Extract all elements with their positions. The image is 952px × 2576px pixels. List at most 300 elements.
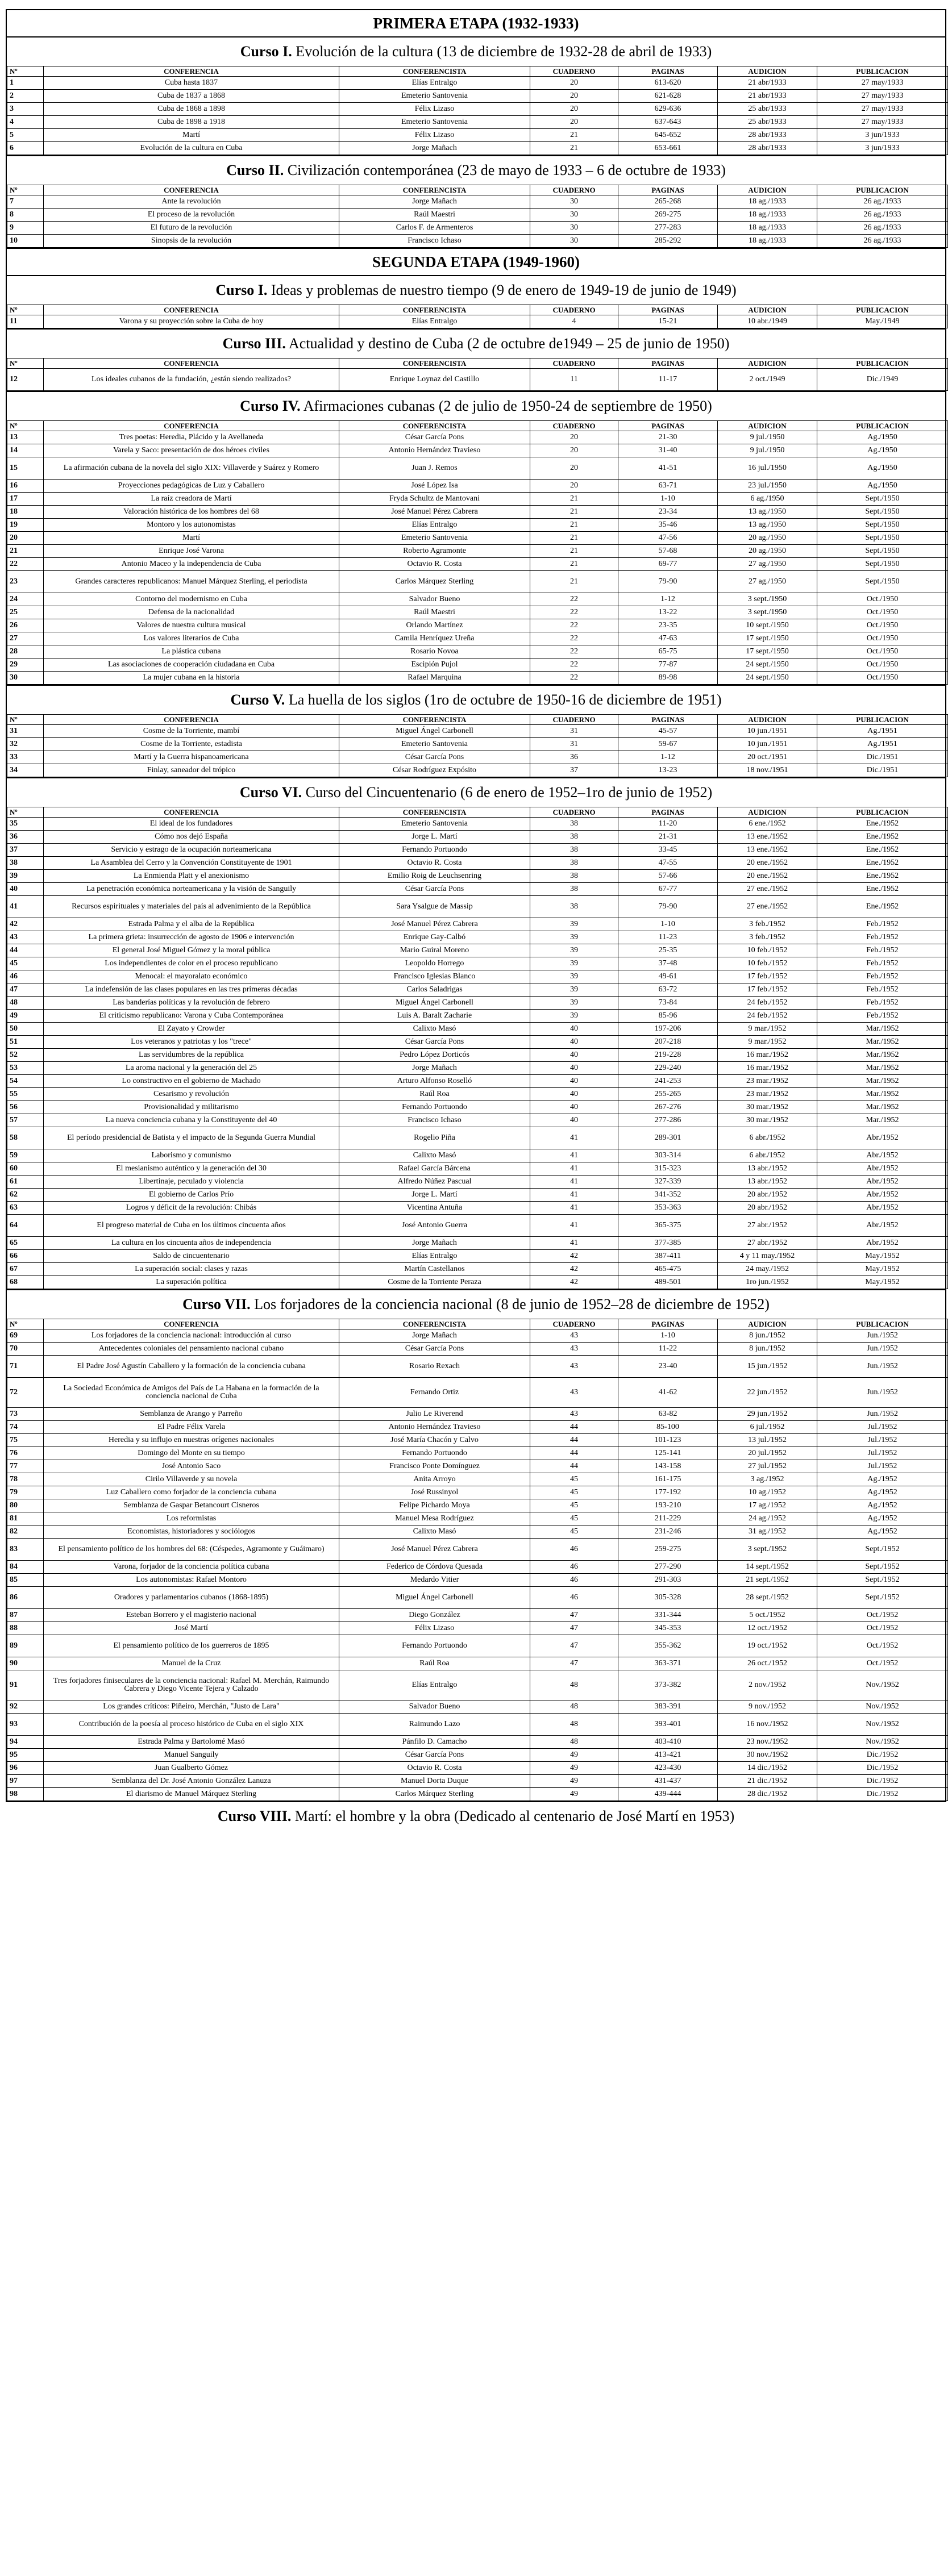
- cell-n: 34: [7, 764, 44, 777]
- table-header-row: [7, 185, 948, 195]
- cell-audicion: 30 nov./1952: [718, 1749, 817, 1762]
- cell-conferencia: Ante la revolución: [44, 195, 339, 209]
- cell-conferencista: César García Pons: [339, 431, 530, 444]
- cell-paginas: 229-240: [618, 1062, 718, 1075]
- cell-audicion: 20 oct./1951: [718, 751, 817, 764]
- cell-paginas: 265-268: [618, 195, 718, 209]
- column-header-n: Nº: [7, 359, 44, 369]
- cell-audicion: 17 feb./1952: [718, 983, 817, 997]
- course-table-wrap: [6, 185, 946, 248]
- cell-n: 16: [7, 480, 44, 493]
- table-header-row: [7, 66, 948, 77]
- cell-publicacion: Feb./1952: [817, 944, 948, 957]
- cell-n: 27: [7, 632, 44, 645]
- cell-conferencia: Tres poetas: Heredia, Plácido y la Avellaneda: [44, 431, 339, 444]
- cell-conferencista: Orlando Martínez: [339, 619, 530, 632]
- cell-n: 71: [7, 1356, 44, 1378]
- cell-n: 21: [7, 545, 44, 558]
- cell-audicion: 6 ene./1952: [718, 818, 817, 831]
- cell-n: 52: [7, 1049, 44, 1062]
- cell-cuaderno: 40: [530, 1075, 618, 1088]
- cell-conferencia: La raíz creadora de Martí: [44, 493, 339, 506]
- cell-conferencia: Antonio Maceo y la independencia de Cuba: [44, 558, 339, 571]
- table-row: [7, 1276, 948, 1289]
- course-title: La huella de los siglos (1ro de octubre de 1950-16 de diciembre de 1951): [288, 691, 722, 708]
- cell-audicion: 15 jun./1952: [718, 1356, 817, 1378]
- cell-publicacion: Abr./1952: [817, 1127, 948, 1149]
- cell-audicion: 24 feb./1952: [718, 997, 817, 1010]
- cell-paginas: 291-303: [618, 1574, 718, 1587]
- cell-conferencista: Calixto Masó: [339, 1023, 530, 1036]
- cell-n: 1: [7, 77, 44, 90]
- cell-paginas: 277-290: [618, 1561, 718, 1574]
- column-header-n: Nº: [7, 305, 44, 315]
- cell-audicion: 20 ene./1952: [718, 870, 817, 883]
- cell-n: 61: [7, 1176, 44, 1189]
- table-row: [7, 1657, 948, 1670]
- course-heading-final: [6, 1801, 946, 1831]
- course-table: [7, 305, 948, 328]
- cell-cuaderno: 43: [530, 1356, 618, 1378]
- cell-n: 83: [7, 1539, 44, 1561]
- cell-conferencia: Manuel Sanguily: [44, 1749, 339, 1762]
- cell-conferencia: Domingo del Monte en su tiempo: [44, 1447, 339, 1460]
- course-heading: [6, 1289, 946, 1319]
- cell-conferencia: Provisionalidad y militarismo: [44, 1101, 339, 1114]
- cell-audicion: 28 dic./1952: [718, 1788, 817, 1801]
- cell-n: 43: [7, 931, 44, 944]
- cell-publicacion: Mar./1952: [817, 1101, 948, 1114]
- column-header-conferencista: CONFERENCISTA: [339, 421, 530, 431]
- cell-publicacion: Jun./1952: [817, 1408, 948, 1421]
- cell-cuaderno: 39: [530, 997, 618, 1010]
- table-row: [7, 90, 948, 103]
- cell-paginas: 423-430: [618, 1762, 718, 1775]
- cell-cuaderno: 43: [530, 1329, 618, 1343]
- column-header-conferencista: CONFERENCISTA: [339, 305, 530, 315]
- cell-audicion: 21 dic./1952: [718, 1775, 817, 1788]
- cell-n: 22: [7, 558, 44, 571]
- cell-publicacion: Oct./1950: [817, 658, 948, 672]
- cell-n: 58: [7, 1127, 44, 1149]
- cell-cuaderno: 22: [530, 672, 618, 685]
- column-header-conferencia: CONFERENCIA: [44, 421, 339, 431]
- cell-cuaderno: 43: [530, 1378, 618, 1408]
- cell-conferencista: Fernando Portuondo: [339, 1101, 530, 1114]
- cell-paginas: 629-636: [618, 103, 718, 116]
- cell-n: 88: [7, 1622, 44, 1635]
- course-table: [7, 807, 948, 1289]
- cell-cuaderno: 42: [530, 1263, 618, 1276]
- course-table-wrap: [6, 420, 946, 685]
- cell-paginas: 269-275: [618, 209, 718, 222]
- cell-conferencia: Antecedentes coloniales del pensamiento nacional cubano: [44, 1343, 339, 1356]
- course-title: Curso del Cincuentenario (6 de enero de 1952–1ro de junio de 1952): [305, 784, 713, 801]
- column-header-audicion: AUDICION: [718, 66, 817, 77]
- course-table: [7, 358, 948, 391]
- cell-conferencista: Fernando Portuondo: [339, 844, 530, 857]
- cell-conferencia: Los veteranos y patriotas y los "trece": [44, 1036, 339, 1049]
- cell-publicacion: May./1952: [817, 1250, 948, 1263]
- cell-publicacion: Sept./1950: [817, 571, 948, 593]
- cell-conferencista: Jorge Mañach: [339, 1329, 530, 1343]
- course-heading: [6, 36, 946, 66]
- cell-paginas: 387-411: [618, 1250, 718, 1263]
- cell-conferencia: Economistas, historiadores y sociólogos: [44, 1525, 339, 1539]
- table-row: [7, 493, 948, 506]
- cell-cuaderno: 41: [530, 1202, 618, 1215]
- cell-conferencia: El futuro de la revolución: [44, 222, 339, 235]
- cell-audicion: 17 feb./1952: [718, 970, 817, 983]
- cell-cuaderno: 41: [530, 1189, 618, 1202]
- cell-paginas: 177-192: [618, 1486, 718, 1499]
- cell-publicacion: Mar./1952: [817, 1049, 948, 1062]
- cell-publicacion: Ag./1950: [817, 444, 948, 457]
- table-row: [7, 1215, 948, 1237]
- cell-publicacion: Sept./1950: [817, 545, 948, 558]
- cell-conferencia: Las asociaciones de cooperación ciudadana en Cuba: [44, 658, 339, 672]
- table-row: [7, 1378, 948, 1408]
- cell-publicacion: Jun./1952: [817, 1378, 948, 1408]
- cell-cuaderno: 38: [530, 831, 618, 844]
- cell-conferencista: Vicentina Antuña: [339, 1202, 530, 1215]
- cell-conferencia: La afirmación cubana de la novela del siglo XIX: Villaverde y Suárez y Romero: [44, 457, 339, 480]
- cell-conferencista: Enrique Loynaz del Castillo: [339, 369, 530, 391]
- cell-publicacion: Nov./1952: [817, 1736, 948, 1749]
- table-row: [7, 672, 948, 685]
- cell-audicion: 8 jun./1952: [718, 1343, 817, 1356]
- cell-conferencista: Arturo Alfonso Roselló: [339, 1075, 530, 1088]
- cell-paginas: 219-228: [618, 1049, 718, 1062]
- table-row: [7, 593, 948, 606]
- cell-publicacion: Feb./1952: [817, 931, 948, 944]
- cell-n: 19: [7, 519, 44, 532]
- cell-paginas: 31-40: [618, 444, 718, 457]
- cell-audicion: 17 sept./1950: [718, 632, 817, 645]
- course-heading: [6, 155, 946, 185]
- cell-cuaderno: 48: [530, 1714, 618, 1736]
- cell-publicacion: Ag./1952: [817, 1473, 948, 1486]
- cell-n: 70: [7, 1343, 44, 1356]
- cell-n: 91: [7, 1670, 44, 1700]
- table-row: [7, 222, 948, 235]
- cell-conferencia: Proyecciones pedagógicas de Luz y Caballero: [44, 480, 339, 493]
- table-row: [7, 1460, 948, 1473]
- cell-cuaderno: 20: [530, 77, 618, 90]
- course-number: Curso III.: [222, 335, 286, 352]
- cell-audicion: 10 jun./1951: [718, 738, 817, 751]
- column-header-publicacion: PUBLICACION: [817, 66, 948, 77]
- cell-cuaderno: 38: [530, 844, 618, 857]
- cell-conferencia: Tres forjadores finiseculares de la conciencia nacional: Rafael M. Merchán, Raimundo Cabrera y Diego Vicente Tejera y Calzado: [44, 1670, 339, 1700]
- course-heading: [6, 777, 946, 807]
- table-row: [7, 725, 948, 738]
- course-number: Curso I.: [240, 43, 292, 60]
- cell-conferencia: Cosme de la Torriente, estadista: [44, 738, 339, 751]
- column-header-cuaderno: CUADERNO: [530, 715, 618, 725]
- cell-conferencista: José María Chacón y Calvo: [339, 1434, 530, 1447]
- cell-publicacion: Oct./1950: [817, 632, 948, 645]
- cell-audicion: 9 nov./1952: [718, 1700, 817, 1714]
- cell-paginas: 341-352: [618, 1189, 718, 1202]
- cell-audicion: 23 mar./1952: [718, 1075, 817, 1088]
- cell-publicacion: Dic./1952: [817, 1762, 948, 1775]
- cell-publicacion: Oct./1950: [817, 606, 948, 619]
- table-row: [7, 1700, 948, 1714]
- cell-n: 37: [7, 844, 44, 857]
- cell-publicacion: Ag./1951: [817, 738, 948, 751]
- cell-conferencia: Finlay, saneador del trópico: [44, 764, 339, 777]
- cell-audicion: 13 abr./1952: [718, 1162, 817, 1176]
- cell-conferencia: Martí y la Guerra hispanoamericana: [44, 751, 339, 764]
- cell-conferencia: Heredia y su influjo en nuestras orígenes nacionales: [44, 1434, 339, 1447]
- column-header-conferencia: CONFERENCIA: [44, 715, 339, 725]
- cell-audicion: 1ro jun./1952: [718, 1276, 817, 1289]
- cell-conferencia: Las banderías políticas y la revolución de febrero: [44, 997, 339, 1010]
- cell-n: 54: [7, 1075, 44, 1088]
- column-header-paginas: PAGINAS: [618, 305, 718, 315]
- cell-cuaderno: 21: [530, 493, 618, 506]
- cell-paginas: 33-45: [618, 844, 718, 857]
- cell-conferencista: Jorge Mañach: [339, 1062, 530, 1075]
- cell-conferencia: Las servidumbres de la república: [44, 1049, 339, 1062]
- table-row: [7, 209, 948, 222]
- cell-conferencista: Francisco Iglesias Blanco: [339, 970, 530, 983]
- cell-n: 50: [7, 1023, 44, 1036]
- cell-audicion: 24 ag./1952: [718, 1512, 817, 1525]
- cell-audicion: 9 jul./1950: [718, 431, 817, 444]
- cell-publicacion: Jun./1952: [817, 1343, 948, 1356]
- cell-conferencia: Recursos espirituales y materiales del país al advenimiento de la República: [44, 896, 339, 918]
- cell-paginas: 11-22: [618, 1343, 718, 1356]
- cell-audicion: 2 nov./1952: [718, 1670, 817, 1700]
- cell-audicion: 10 jun./1951: [718, 725, 817, 738]
- course-heading: [6, 328, 946, 358]
- cell-audicion: 28 abr/1933: [718, 129, 817, 142]
- cell-publicacion: 26 ag./1933: [817, 195, 948, 209]
- cell-n: 11: [7, 315, 44, 328]
- cell-publicacion: Ene./1952: [817, 883, 948, 896]
- cell-publicacion: May./1952: [817, 1263, 948, 1276]
- cell-cuaderno: 39: [530, 983, 618, 997]
- cell-publicacion: 3 jun/1933: [817, 142, 948, 155]
- cell-audicion: 10 abr./1949: [718, 315, 817, 328]
- cell-n: 81: [7, 1512, 44, 1525]
- cell-conferencista: Miguel Ángel Carbonell: [339, 1587, 530, 1609]
- cell-paginas: 79-90: [618, 571, 718, 593]
- table-row: [7, 957, 948, 970]
- cell-conferencia: Montoro y los autonomistas: [44, 519, 339, 532]
- cell-audicion: 20 ag./1950: [718, 532, 817, 545]
- cell-publicacion: Mar./1952: [817, 1114, 948, 1127]
- cell-audicion: 20 jul./1952: [718, 1447, 817, 1460]
- cell-n: 18: [7, 506, 44, 519]
- cell-conferencista: Camila Henríquez Ureña: [339, 632, 530, 645]
- cell-conferencia: Varona y su proyección sobre la Cuba de hoy: [44, 315, 339, 328]
- cell-paginas: 85-96: [618, 1010, 718, 1023]
- cell-audicion: 27 ag./1950: [718, 571, 817, 593]
- cell-conferencista: Carlos F. de Armenteros: [339, 222, 530, 235]
- cell-audicion: 2 oct./1949: [718, 369, 817, 391]
- table-row: [7, 195, 948, 209]
- course-title: Civilización contemporánea (23 de mayo de 1933 – 6 de octubre de 1933): [287, 162, 726, 178]
- cell-cuaderno: 40: [530, 1049, 618, 1062]
- cell-cuaderno: 22: [530, 593, 618, 606]
- cell-publicacion: Abr./1952: [817, 1189, 948, 1202]
- cell-conferencista: Francisco Ponte Domínguez: [339, 1460, 530, 1473]
- cell-conferencia: El criticismo republicano: Varona y Cuba Contemporánea: [44, 1010, 339, 1023]
- table-row: [7, 931, 948, 944]
- table-row: [7, 1343, 948, 1356]
- cell-n: 15: [7, 457, 44, 480]
- cell-n: 89: [7, 1635, 44, 1657]
- cell-n: 96: [7, 1762, 44, 1775]
- cell-publicacion: Dic./1951: [817, 751, 948, 764]
- cell-cuaderno: 37: [530, 764, 618, 777]
- cell-paginas: 653-661: [618, 142, 718, 155]
- cell-paginas: 1-12: [618, 751, 718, 764]
- cell-audicion: 21 abr/1933: [718, 77, 817, 90]
- cell-conferencista: Francisco Ichaso: [339, 1114, 530, 1127]
- cell-n: 53: [7, 1062, 44, 1075]
- cell-conferencista: Miguel Ángel Carbonell: [339, 725, 530, 738]
- cell-n: 85: [7, 1574, 44, 1587]
- column-header-audicion: AUDICION: [718, 305, 817, 315]
- cell-conferencista: Elías Entralgo: [339, 519, 530, 532]
- table-row: [7, 1635, 948, 1657]
- cell-paginas: 161-175: [618, 1473, 718, 1486]
- cell-n: 87: [7, 1609, 44, 1622]
- course-title: Evolución de la cultura (13 de diciembre de 1932-28 de abril de 1933): [296, 43, 712, 60]
- cell-conferencia: Semblanza del Dr. José Antonio González Lanuza: [44, 1775, 339, 1788]
- cell-paginas: 621-628: [618, 90, 718, 103]
- table-row: [7, 1202, 948, 1215]
- cell-audicion: 5 oct./1952: [718, 1609, 817, 1622]
- cell-publicacion: 26 ag./1933: [817, 209, 948, 222]
- cell-paginas: 373-382: [618, 1670, 718, 1700]
- cell-cuaderno: 49: [530, 1775, 618, 1788]
- cell-cuaderno: 48: [530, 1670, 618, 1700]
- cell-publicacion: Sept./1952: [817, 1574, 948, 1587]
- cell-conferencista: Jorge Mañach: [339, 1237, 530, 1250]
- cell-conferencista: Raúl Roa: [339, 1657, 530, 1670]
- cell-audicion: 27 abr./1952: [718, 1215, 817, 1237]
- cell-paginas: 289-301: [618, 1127, 718, 1149]
- cell-publicacion: Abr./1952: [817, 1202, 948, 1215]
- cell-audicion: 3 ag./1952: [718, 1473, 817, 1486]
- cell-publicacion: Dic./1951: [817, 764, 948, 777]
- column-header-conferencista: CONFERENCISTA: [339, 66, 530, 77]
- course-table: [7, 1319, 948, 1801]
- table-row: [7, 751, 948, 764]
- cell-audicion: 3 sept./1950: [718, 606, 817, 619]
- cell-paginas: 77-87: [618, 658, 718, 672]
- cell-publicacion: Sept./1950: [817, 532, 948, 545]
- cell-conferencista: Miguel Ángel Carbonell: [339, 997, 530, 1010]
- cell-publicacion: Ene./1952: [817, 831, 948, 844]
- column-header-publicacion: PUBLICACION: [817, 185, 948, 195]
- cell-cuaderno: 48: [530, 1736, 618, 1749]
- cell-conferencia: Los valores literarios de Cuba: [44, 632, 339, 645]
- cell-conferencista: Enrique Gay-Calbó: [339, 931, 530, 944]
- table-row: [7, 1036, 948, 1049]
- cell-paginas: 285-292: [618, 235, 718, 248]
- table-row: [7, 632, 948, 645]
- cell-cuaderno: 45: [530, 1473, 618, 1486]
- course-table-wrap: [6, 1319, 946, 1801]
- cell-conferencista: José Manuel Pérez Cabrera: [339, 506, 530, 519]
- cell-conferencista: Salvador Bueno: [339, 593, 530, 606]
- column-header-conferencia: CONFERENCIA: [44, 66, 339, 77]
- cell-paginas: 35-46: [618, 519, 718, 532]
- cell-cuaderno: 31: [530, 725, 618, 738]
- table-row: [7, 1149, 948, 1162]
- cell-audicion: 30 mar./1952: [718, 1101, 817, 1114]
- cell-n: 98: [7, 1788, 44, 1801]
- table-row: [7, 1075, 948, 1088]
- cell-audicion: 3 sept./1952: [718, 1539, 817, 1561]
- cell-conferencia: Cuba hasta 1837: [44, 77, 339, 90]
- cell-conferencista: Rafael García Bárcena: [339, 1162, 530, 1176]
- course-number: Curso VIII.: [217, 1808, 292, 1824]
- cell-publicacion: Ag./1951: [817, 725, 948, 738]
- table-row: [7, 658, 948, 672]
- cell-conferencia: Juan Gualberto Gómez: [44, 1762, 339, 1775]
- table-row: [7, 1499, 948, 1512]
- cell-n: 33: [7, 751, 44, 764]
- cell-n: 64: [7, 1215, 44, 1237]
- cell-conferencista: Salvador Bueno: [339, 1700, 530, 1714]
- cell-audicion: 17 sept./1950: [718, 645, 817, 658]
- cell-conferencia: Contorno del modernismo en Cuba: [44, 593, 339, 606]
- cell-cuaderno: 22: [530, 619, 618, 632]
- cell-n: 62: [7, 1189, 44, 1202]
- cell-publicacion: May./1952: [817, 1276, 948, 1289]
- cell-publicacion: 27 may/1933: [817, 77, 948, 90]
- cell-cuaderno: 39: [530, 957, 618, 970]
- cell-audicion: 6 ag./1950: [718, 493, 817, 506]
- cell-cuaderno: 47: [530, 1635, 618, 1657]
- table-header-row: [7, 715, 948, 725]
- table-row: [7, 1010, 948, 1023]
- cell-conferencia: Menocal: el mayoralato económico: [44, 970, 339, 983]
- cell-conferencista: Félix Lizaso: [339, 1622, 530, 1635]
- cell-cuaderno: 40: [530, 1114, 618, 1127]
- cell-conferencia: La superación social: clases y razas: [44, 1263, 339, 1276]
- cell-cuaderno: 20: [530, 116, 618, 129]
- cell-cuaderno: 41: [530, 1162, 618, 1176]
- cell-audicion: 19 oct./1952: [718, 1635, 817, 1657]
- table-row: [7, 1561, 948, 1574]
- cell-cuaderno: 21: [530, 545, 618, 558]
- cell-conferencia: Los autonomistas: Rafael Montoro: [44, 1574, 339, 1587]
- cell-publicacion: Abr./1952: [817, 1237, 948, 1250]
- table-row: [7, 103, 948, 116]
- table-row: [7, 77, 948, 90]
- cell-cuaderno: 22: [530, 645, 618, 658]
- cell-audicion: 28 abr/1933: [718, 142, 817, 155]
- course-number: Curso VII.: [182, 1296, 251, 1312]
- cell-paginas: 193-210: [618, 1499, 718, 1512]
- column-header-publicacion: PUBLICACION: [817, 1319, 948, 1329]
- column-header-conferencista: CONFERENCISTA: [339, 1319, 530, 1329]
- cell-cuaderno: 45: [530, 1512, 618, 1525]
- cell-cuaderno: 20: [530, 431, 618, 444]
- cell-paginas: 305-328: [618, 1587, 718, 1609]
- cell-paginas: 207-218: [618, 1036, 718, 1049]
- table-row: [7, 315, 948, 328]
- cell-conferencista: Elías Entralgo: [339, 1250, 530, 1263]
